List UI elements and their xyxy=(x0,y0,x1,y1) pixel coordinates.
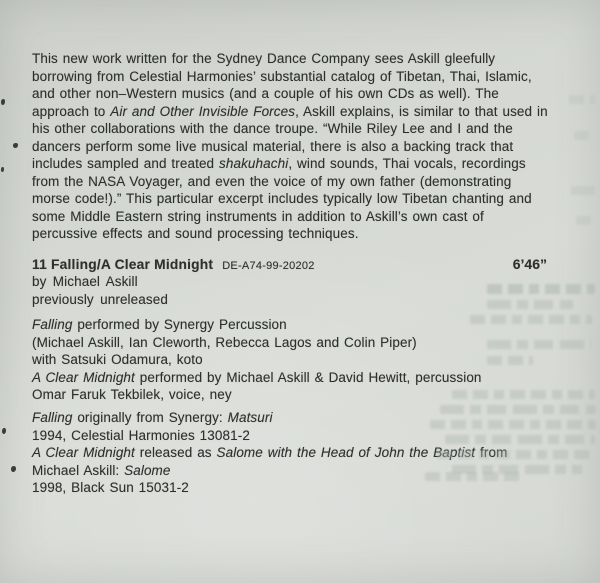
track-title: 11 Falling/A Clear Midnight xyxy=(32,257,214,272)
bleedthrough-line xyxy=(430,420,596,429)
scan-speck xyxy=(1,99,5,105)
scan-speck xyxy=(1,167,4,172)
track-byline: by Michael Askill previously unreleased xyxy=(32,274,168,307)
bleedthrough-line xyxy=(571,186,595,195)
bleedthrough-line xyxy=(437,450,595,459)
scan-speck xyxy=(13,143,18,148)
track-duration: 6’46” xyxy=(512,256,547,272)
bleedthrough-line xyxy=(452,390,595,399)
scan-speck xyxy=(2,428,6,434)
performance-credits: Falling performed by Synergy Percussion (Michael Askill, Ian Cleworth, Rebecca Lagos and Colin Piper) with Satsuki Odamura, koto A Clear Midnight performed by Michael Askill & David Hewitt, percussion Omar Faruk Tekbilek, voice, ney xyxy=(32,317,482,402)
bleedthrough-line xyxy=(440,405,596,414)
bleedthrough-line xyxy=(574,131,595,140)
bleedthrough-line xyxy=(487,356,533,365)
intro-paragraph: This new work written for the Sydney Dance Company sees Askill gleefully borrowing from Celestial Harmonies’ substantial catalog of Tibetan, Thai, Islamic, and other non–Western musics (and a couple of his own CDs as well). The approach to Air and Other Invisible Forces, Askill explains, is similar to that used in his other collaborations with the dance troupe. “While Riley Lee and I and the dancers perform some live musical material, there is also a backing track that includes sampled and treated shakuhachi, wind sounds, Thai vocals, recordings from the NASA Voyager, and even the voice of my own father (demonstrating morse code!).” This particular excerpt includes typically low Tibetan chanting and some Middle Eastern string instruments in addition to Askill’s own cast of percussive effects and sound processing techniques. xyxy=(32,51,548,241)
track-heading xyxy=(32,256,547,272)
scan-speck xyxy=(11,466,16,472)
track-catalog-number: DE-A74-99-20202 xyxy=(222,260,315,272)
bleedthrough-line xyxy=(425,472,520,481)
bleedthrough-line xyxy=(487,300,573,309)
bleedthrough-line xyxy=(487,284,595,294)
bleedthrough-line xyxy=(487,340,591,349)
source-release-credits: Falling originally from Synergy: Matsuri 1994, Celestial Harmonies 13081-2 A Clear Midnight released as Salome with the Head of John the Baptist from Michael Askill: Salome 1998, Black Sun 15031-2 xyxy=(32,410,508,495)
bleedthrough-line xyxy=(470,315,592,324)
bleedthrough-line xyxy=(576,216,594,225)
bleedthrough-line xyxy=(445,435,595,444)
bleedthrough-line xyxy=(569,95,595,104)
